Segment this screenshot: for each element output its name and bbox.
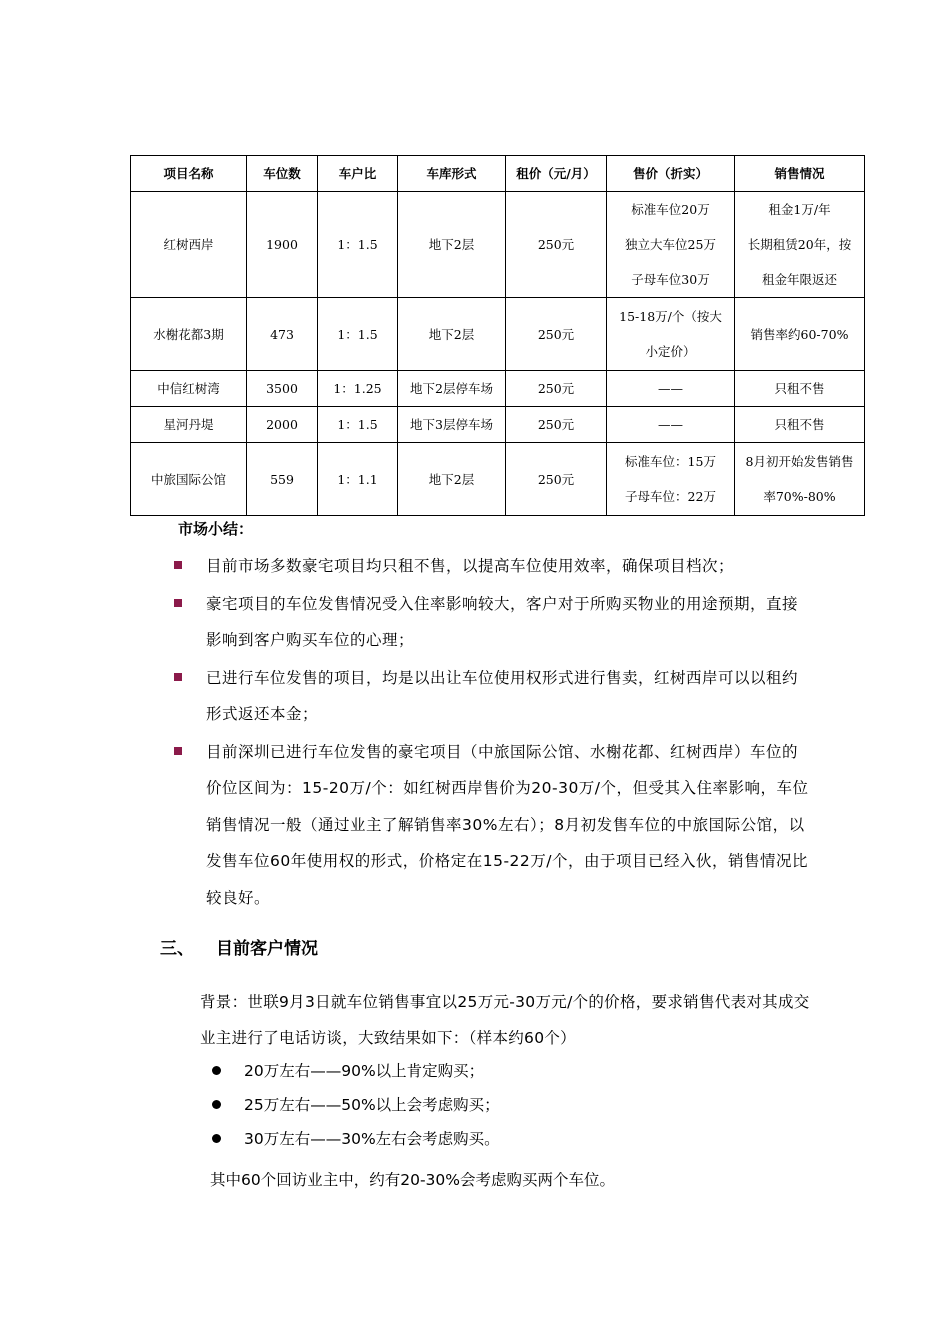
sale-price (607, 192, 735, 298)
square-bullet-icon (174, 673, 182, 681)
rent-price: 250元 (506, 192, 607, 298)
header-cell: 租价（元/月） (506, 156, 607, 192)
sales-status (735, 443, 865, 516)
square-bullet-icon (174, 599, 182, 607)
space-count: 473 (247, 298, 318, 371)
table-header-row (131, 156, 865, 192)
background-paragraph: 背景：世联9月3日就车位销售事宜以25万元-30万元/个的价格，要求销售代表对其成交业主进行了电话访谈，大致结果如下：（样本约60个） (200, 993, 810, 1047)
square-bullet-icon (174, 747, 182, 755)
parking-comparison-table (130, 155, 865, 516)
rent-price: 250元 (506, 371, 607, 407)
ratio: 1：1.5 (318, 192, 398, 298)
project-name: 中旅国际公馆 (131, 443, 247, 516)
summary-item (170, 586, 810, 659)
sale-price-line: 标准车位：15万 (625, 454, 716, 469)
table-row (131, 371, 865, 407)
section-heading (160, 934, 318, 959)
project-name: 红树西岸 (131, 192, 247, 298)
project-name: 中信红树湾 (131, 371, 247, 407)
summary-item (170, 734, 810, 917)
ratio: 1：1.5 (318, 298, 398, 371)
sale-price-line: 子母车位30万 (631, 272, 710, 287)
garage-type: 地下2层 (398, 443, 506, 516)
garage-type: 地下2层 (398, 192, 506, 298)
sale-price-line: 子母车位：22万 (625, 489, 716, 504)
table-row (131, 443, 865, 516)
garage-type: 地下2层 (398, 298, 506, 371)
summary-text: 目前市场多数豪宅项目均只租不售，以提高车位使用效率，确保项目档次； (206, 557, 735, 575)
sales-status-line: 长期租赁20年，按 (747, 237, 852, 252)
section-number: 三、 (160, 939, 194, 959)
ratio: 1：1.1 (318, 443, 398, 516)
rent-price: 250元 (506, 407, 607, 443)
sales-status: 只租不售 (735, 371, 865, 407)
dot-bullet-icon (212, 1066, 221, 1075)
header-cell: 车库形式 (398, 156, 506, 192)
result-item (212, 1054, 500, 1088)
dot-bullet-icon (212, 1100, 221, 1109)
ratio: 1：1.5 (318, 407, 398, 443)
space-count: 559 (247, 443, 318, 516)
header-cell: 项目名称 (131, 156, 247, 192)
rent-price: 250元 (506, 443, 607, 516)
garage-type: 地下2层停车场 (398, 371, 506, 407)
table-row (131, 298, 865, 371)
sale-price (607, 298, 735, 371)
table-row (131, 192, 865, 298)
summary-text: 已进行车位发售的项目，均是以出让车位使用权形式进行售卖，红树西岸可以以租约形式返还本金； (206, 668, 799, 723)
project-name: 星河丹堤 (131, 407, 247, 443)
space-count: 1900 (247, 192, 318, 298)
result-item (212, 1122, 500, 1156)
result-text: 30万左右——30%左右会考虑购买。 (244, 1130, 500, 1148)
result-text: 25万左右——50%以上会考虑购买； (244, 1096, 500, 1114)
header-cell: 售价（折实） (607, 156, 735, 192)
project-name: 水榭花都3期 (131, 298, 247, 371)
sales-status-line: 租金1万/年 (768, 202, 831, 217)
sales-status-line: 租金年限返还 (761, 272, 837, 287)
sales-status-line: 8月初开始发售销售 (745, 454, 854, 469)
sales-status: 销售率约60-70% (735, 298, 865, 371)
sale-price: —— (607, 371, 735, 407)
header-cell: 车位数 (247, 156, 318, 192)
sale-price-line: 标准车位20万 (631, 202, 710, 217)
sales-status: 只租不售 (735, 407, 865, 443)
summary-item (170, 548, 810, 585)
space-count: 3500 (247, 371, 318, 407)
table-row (131, 407, 865, 443)
sale-price-line: 独立大车位25万 (625, 237, 716, 252)
summary-text: 豪宅项目的车位发售情况受入住率影响较大，客户对于所购买物业的用途预期，直接影响到客户购买车位的心理； (206, 594, 799, 649)
header-cell: 销售情况 (735, 156, 865, 192)
result-item (212, 1088, 500, 1122)
summary-item (170, 660, 810, 733)
sale-price-line: 15-18万/个（按大 (619, 309, 722, 324)
sale-price-line: 小定价） (645, 344, 696, 359)
section-title: 目前客户情况 (216, 939, 318, 959)
square-bullet-icon (174, 561, 182, 569)
result-text: 20万左右——90%以上肯定购买； (244, 1062, 485, 1080)
garage-type: 地下3层停车场 (398, 407, 506, 443)
sale-price (607, 443, 735, 516)
results-list (212, 1054, 500, 1156)
sale-price: —— (607, 407, 735, 443)
space-count: 2000 (247, 407, 318, 443)
sales-status-line: 率70%-80% (763, 489, 836, 504)
rent-price: 250元 (506, 298, 607, 371)
sales-status (735, 192, 865, 298)
summary-title: 市场小结： (178, 520, 254, 538)
summary-list (170, 548, 810, 917)
dot-bullet-icon (212, 1134, 221, 1143)
conclusion-text: 其中60个回访业主中，约有20-30%会考虑购买两个车位。 (210, 1171, 615, 1189)
ratio: 1：1.25 (318, 371, 398, 407)
summary-text: 目前深圳已进行车位发售的豪宅项目（中旅国际公馆、水榭花都、红树西岸）车位的价位区间为：15-20万/个：如红树西岸售价为20-30万/个，但受其入住率影响，车位销售情况一般（通过业主了解销售率30%左右）；8月初发售车位的中旅国际公馆，以发售车位60年使用权的形式，价格定在15-22万/个，由于项目已经入伙，销售情况比较良好。 (206, 742, 809, 907)
header-cell: 车户比 (318, 156, 398, 192)
